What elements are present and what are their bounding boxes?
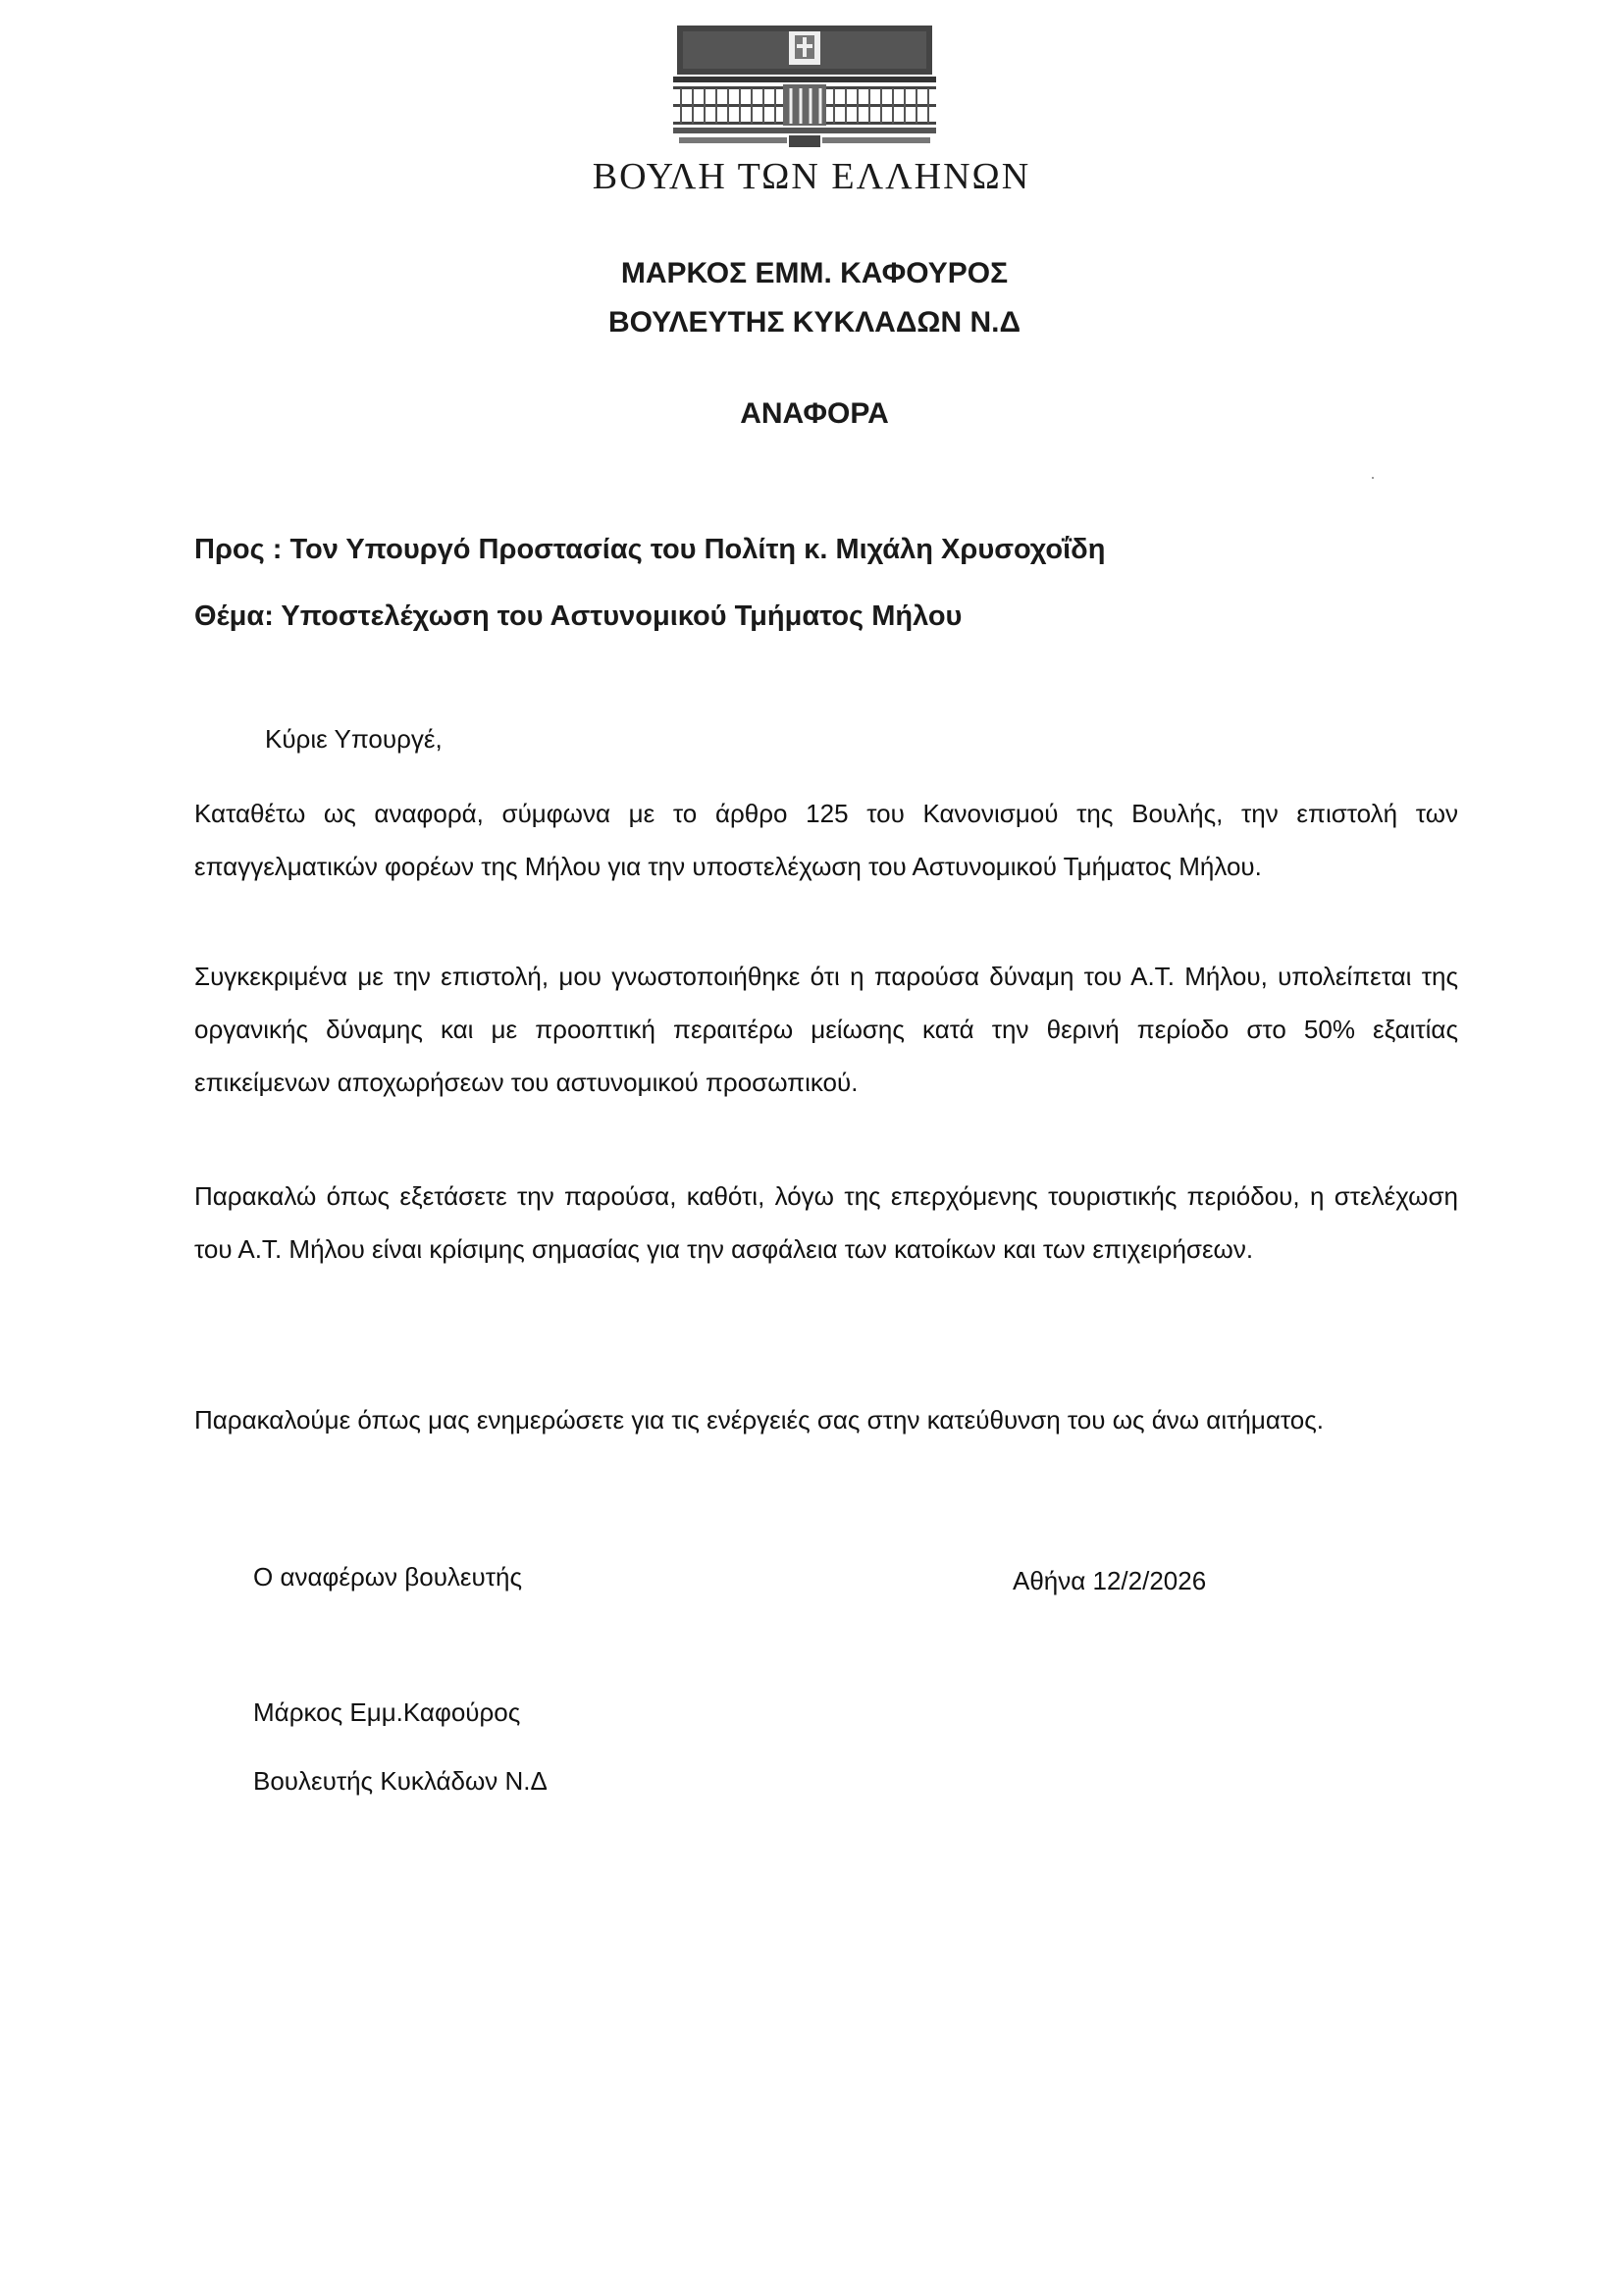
body-paragraph: Παρακαλούμε όπως μας ενημερώσετε για τις ενέργειές σας στην κατεύθυνση του ως άνω αιτήματος. bbox=[194, 1405, 1324, 1435]
recipient-line: Προς : Τον Υπουργό Προστασίας του Πολίτη κ. Μιχάλη Χρυσοχοΐδη bbox=[194, 534, 1106, 565]
signature-closing: Ο αναφέρων βουλευτής bbox=[253, 1562, 522, 1592]
body-paragraph: Καταθέτω ως αναφορά, σύμφωνα με το άρθρο 125 του Κανονισμού της Βουλής, την επιστολή των επαγγελματικών φορέων της Μήλου για την υποστελέχωση του Αστυνομικού Τμήματος Μήλου. bbox=[194, 799, 1458, 881]
parliament-building-icon bbox=[673, 26, 936, 151]
mp-name: ΜΑΡΚΟΣ ΕΜΜ. ΚΑΦΟΥΡΟΣ bbox=[620, 257, 1009, 289]
scan-speck bbox=[1372, 477, 1374, 479]
signature-role: Βουλευτής Κυκλάδων Ν.Δ bbox=[253, 1766, 548, 1796]
signature-date: Αθήνα 12/2/2026 bbox=[1013, 1566, 1207, 1595]
salutation: Κύριε Υπουργέ, bbox=[265, 724, 443, 754]
document-type: ΑΝΑΦΟΡΑ bbox=[740, 397, 889, 430]
body-paragraph: Συγκεκριμένα με την επιστολή, μου γνωστοποιήθηκε ότι η παρούσα δύναμη του Α.Τ. Μήλου, υπολείπεται της οργανικής δύναμης και με προοπτική περαιτέρω μείωσης κατά την θερινή περίοδο στο 50% εξαιτίας επικείμενων αποχωρήσεων του αστυνομικού προσωπικού. bbox=[194, 962, 1458, 1097]
signature-name: Μάρκος Εμμ.Καφούρος bbox=[253, 1697, 521, 1727]
mp-title: ΒΟΥΛΕΥΤΗΣ ΚΥΚΛΑΔΩΝ Ν.Δ bbox=[608, 306, 1021, 339]
body-paragraph: Παρακαλώ όπως εξετάσετε την παρούσα, καθότι, λόγω της επερχόμενης τουριστικής περιόδου, η στελέχωση του Α.Τ. Μήλου είναι κρίσιμης σημασίας για την ασφάλεια των κατοίκων και των επιχειρήσεων. bbox=[194, 1181, 1458, 1264]
subject-line: Θέμα: Υποστελέχωση του Αστυνομικού Τμήματος Μήλου bbox=[194, 600, 963, 632]
institution-name: ΒΟΥΛΗ ΤΩΝ ΕΛΛΗΝΩΝ bbox=[592, 156, 1031, 197]
